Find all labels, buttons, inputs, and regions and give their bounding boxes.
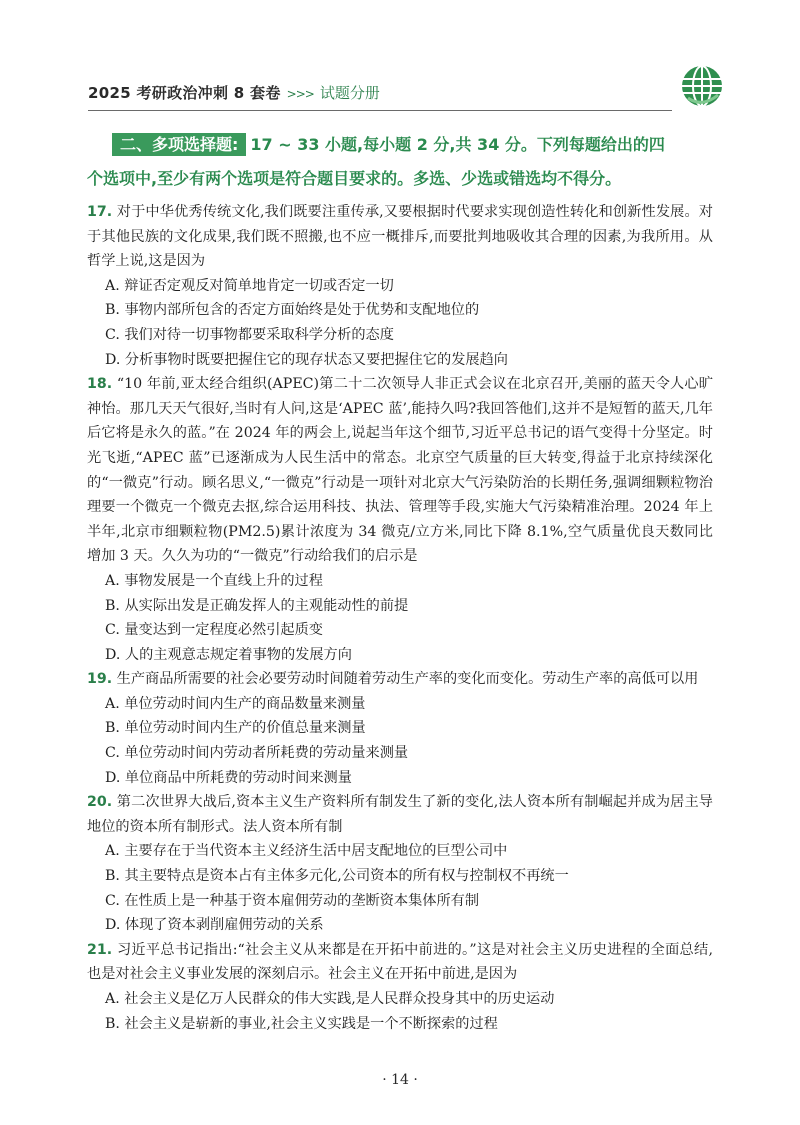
option-a: A. 社会主义是亿万人民群众的伟大实践,是人民群众投身其中的历史运动 bbox=[105, 991, 555, 1007]
page-header bbox=[88, 70, 720, 116]
option-c: C. 在性质上是一种基于资本雇佣劳动的垄断资本集体所有制 bbox=[105, 892, 480, 909]
option-a: A. 事物发展是一个直线上升的过程 bbox=[105, 572, 323, 589]
section-instructions-2: 个选项中,至少有两个选项是符合题目要求的。多选、少选或错选均不得分。 bbox=[87, 169, 622, 188]
question-17 bbox=[87, 200, 713, 372]
question-number: 19. bbox=[87, 671, 113, 688]
option-b: B. 事物内部所包含的否定方面始终是处于优势和支配地位的 bbox=[105, 302, 480, 319]
section-line-1 bbox=[112, 128, 724, 162]
option-b: B. 从实际出发是正确发挥人的主观能动性的前提 bbox=[105, 597, 409, 614]
question-20 bbox=[87, 790, 713, 938]
book-subtitle: 试题分册 bbox=[319, 84, 380, 102]
question-number: 18. bbox=[87, 376, 113, 393]
header-text bbox=[88, 82, 380, 103]
option-b: B. 单位劳动时间内生产的价值总量来测量 bbox=[105, 720, 366, 737]
question-stem bbox=[87, 372, 713, 569]
option-a: A. 主要存在于当代资本主义经济生活中居支配地位的巨型公司中 bbox=[105, 843, 508, 860]
question-text: 第二次世界大战后,资本主义生产资料所有制发生了新的变化,法人资本所有制崛起并成为居主导地位的资本所有制形式。法人资本所有制 bbox=[87, 794, 713, 835]
question-text: 习近平总书记指出:“社会主义从来都是在开拓中前进的。”这是对社会主义历史进程的全面总结,也是对社会主义事业发展的深刻启示。社会主义在开拓中前进,是因为 bbox=[87, 941, 713, 983]
option-c: C. 我们对待一切事物都要采取科学分析的态度 bbox=[105, 326, 394, 343]
section-instructions-1: 17 ~ 33 小题,每小题 2 分,共 34 分。下列每题给出的四 bbox=[250, 135, 665, 154]
question-21 bbox=[87, 938, 713, 1036]
option-c: C. 量变达到一定程度必然引起质变 bbox=[105, 622, 323, 639]
option-b: B. 社会主义是崭新的事业,社会主义实践是一个不断探索的过程 bbox=[105, 1015, 498, 1032]
question-text: 对于中华优秀传统文化,我们既要注重传承,又要根据时代要求实现创造性转化和创新性发展。对于其他民族的文化成果,我们既不照搬,也不应一概排斥,而要批判地吸收其合理的因素,为我所用。从哲学上说,这是因为 bbox=[87, 204, 713, 270]
question-stem bbox=[87, 938, 713, 987]
page-number: · 14 · bbox=[382, 1072, 418, 1088]
section-tag: 二、多项选择题: bbox=[112, 133, 246, 156]
question-list bbox=[87, 200, 713, 1036]
question-number: 21. bbox=[87, 941, 113, 958]
option-d: D. 分析事物时既要把握住它的现存状态又要把握住它的发展趋向 bbox=[105, 351, 508, 368]
question-stem bbox=[87, 790, 713, 839]
option-a: A. 辩证否定观反对简单地肯定一切或否定一切 bbox=[105, 277, 394, 294]
option-d: D. 体现了资本剥削雇佣劳动的关系 bbox=[105, 917, 324, 934]
question-text: “10 年前,亚太经合组织(APEC)第二十二次领导人非正式会议在北京召开,美丽的蓝天令人心旷神怡。那几天天气很好,当时有人问,这是‘APEC 蓝’,能持久吗?我回答他们,这并不是短暂的蓝天,几年后它将是永久的蓝。”在 2024 年的两会上,说起当年这个细节,习近平总书记的语气变得十分坚定。时光飞逝,“APEC 蓝”已逐渐成为人民生活中的常态。北京空气质量的巨大转变,得益于北京持续深化的“一微克”行动。顾名思义,“一微克”行动是一项针对北京大气污染防治的长期任务,强调细颗粒物治理要一个微克一个微克去抠,综合运用科技、执法、管理等手段,实施大气污染精准治理。2024 年上半年,北京市细颗粒物(PM2.5)累计浓度为 34 微克/立方米,同比下降 8.1%,空气质量优良天数同比增加 3 天。久久为功的“一微克”行动给我们的启示是 bbox=[87, 376, 713, 565]
question-stem bbox=[87, 667, 713, 692]
section-heading bbox=[87, 128, 724, 196]
globe-logo-icon bbox=[678, 62, 726, 110]
question-stem bbox=[87, 200, 713, 274]
question-18 bbox=[87, 372, 713, 667]
header-arrows: >>> bbox=[286, 87, 314, 101]
question-text: 生产商品所需要的社会必要劳动时间随着劳动生产率的变化而变化。劳动生产率的高低可以用 bbox=[116, 671, 699, 688]
option-b: B. 其主要特点是资本占有主体多元化,公司资本的所有权与控制权不再统一 bbox=[105, 868, 569, 885]
option-c: C. 单位劳动时间内劳动者所耗费的劳动量来测量 bbox=[105, 745, 409, 762]
question-number: 17. bbox=[87, 204, 113, 220]
header-divider bbox=[88, 110, 672, 111]
book-title: 2025 考研政治冲刺 8 套卷 bbox=[88, 84, 281, 102]
option-d: D. 人的主观意志规定着事物的发展方向 bbox=[105, 646, 352, 663]
question-number: 20. bbox=[87, 794, 113, 811]
option-d: D. 单位商品中所耗费的劳动时间来测量 bbox=[105, 769, 352, 786]
option-a: A. 单位劳动时间内生产的商品数量来测量 bbox=[105, 695, 366, 712]
question-19 bbox=[87, 667, 713, 790]
